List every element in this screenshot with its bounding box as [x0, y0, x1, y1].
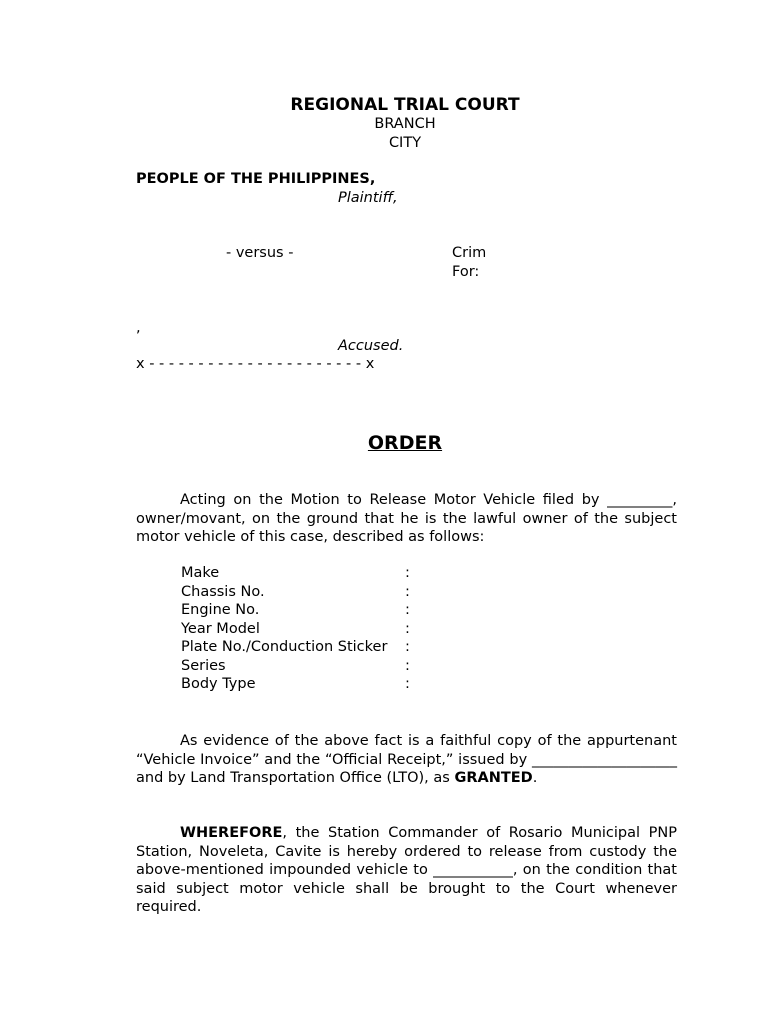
detail-label: Body Type — [181, 676, 256, 692]
detail-colon: : — [405, 602, 410, 618]
accused-name: , — [136, 320, 141, 336]
case-crim-label: Crim — [452, 245, 487, 261]
wherefore-lead: WHEREFORE — [180, 825, 283, 841]
detail-label: Plate No./Conduction Sticker — [181, 639, 388, 655]
paragraph-evidence — [136, 732, 677, 788]
detail-colon: : — [405, 639, 410, 655]
plaintiff-name: PEOPLE OF THE PHILIPPINES, — [136, 171, 376, 187]
paragraph-wherefore — [136, 824, 677, 917]
detail-colon: : — [405, 565, 410, 581]
accused-role: Accused. — [338, 338, 404, 354]
detail-colon: : — [405, 658, 410, 674]
detail-label: Make — [181, 565, 220, 581]
court-branch: BRANCH — [374, 116, 436, 132]
paragraph-motion — [136, 491, 677, 547]
case-for-label: For: — [452, 264, 480, 280]
caption-separator: x - - - - - - - - - - - - - - - - - - - - - - x — [136, 356, 375, 372]
detail-colon: : — [405, 584, 410, 600]
detail-colon: : — [405, 621, 410, 637]
paragraph-wherefore-text: , the Station Commander of Rosario Municipal PNP Station, Noveleta, Cavite is hereby ordered to release from custody the above-mentioned impounded vehicle to ___________, on the condition that said subject motor vehicle shall be brought to the Court whenever required. — [136, 825, 677, 916]
document-title: ORDER — [367, 432, 443, 454]
court-city: CITY — [388, 135, 422, 151]
court-name: REGIONAL TRIAL COURT — [290, 95, 520, 115]
plaintiff-role: Plaintiff, — [338, 190, 398, 206]
granted-text: GRANTED — [454, 770, 533, 787]
detail-colon: : — [405, 676, 410, 692]
detail-label: Engine No. — [181, 602, 260, 618]
paragraph-motion-text: Acting on the Motion to Release Motor Vehicle filed by _________, owner/movant, on the ground that he is the lawful owner of the subject motor vehicle of this case, described as follows: — [136, 492, 677, 546]
detail-label: Chassis No. — [181, 584, 265, 600]
paragraph-evidence-text: As evidence of the above fact is a faithful copy of the appurtenant “Vehicle Invoice” and the “Official Receipt,” issued by ____________________ and by Land Transportation Office (LTO), as — [136, 733, 677, 787]
versus-label: - versus - — [226, 245, 294, 261]
paragraph-evidence-end: . — [532, 770, 538, 787]
detail-label: Year Model — [181, 621, 260, 637]
detail-label: Series — [181, 658, 226, 674]
